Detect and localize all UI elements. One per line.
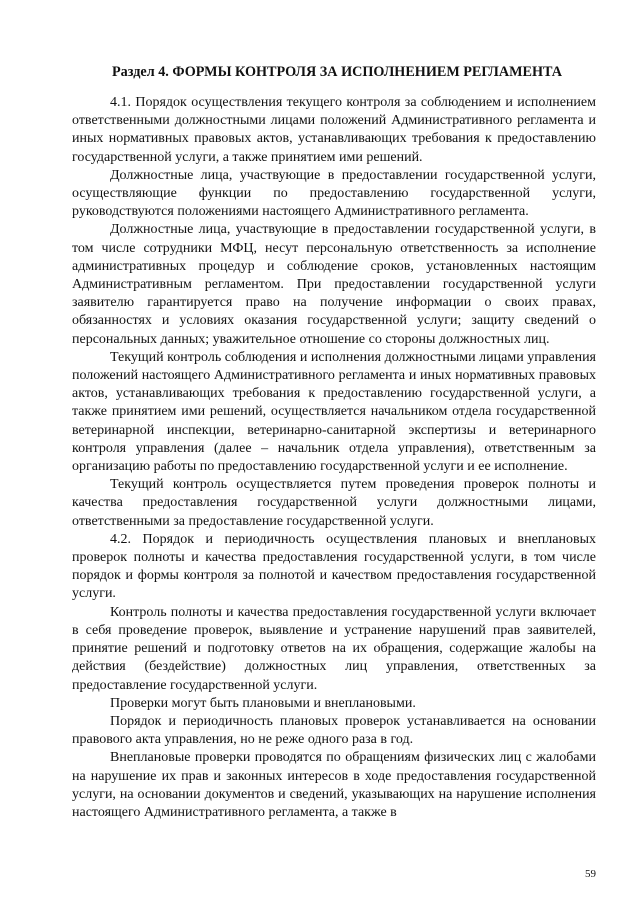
document-body (72, 94, 596, 822)
paragraph-4-2: 4.2. Порядок и периодичность осуществления плановых и внеплановых проверок полноты и качества предоставления государственной услуги, в том числе порядок и формы контроля за полнотой и качеством предоставления государственной услуги. (72, 531, 596, 602)
paragraph-planned-inspections: Порядок и периодичность плановых проверок устанавливается на основании правового акта управления, но не реже одного раза в год. (72, 713, 596, 748)
paragraph-officials-responsibility: Должностные лица, участвующие в предоставлении государственной услуги, в том числе сотрудники МФЦ, несут персональную ответственность за исполнение административных процедур и соблюдение сроков, установленных настоящим Административным регламентом. При предоставлении государственной услуги заявителю гарантируется право на получение информации о своих правах, обязанностях и условиях оказания государственной услуги; защиту сведений о персональных данных; уважительное отношение со стороны должностных лиц. (72, 222, 596, 347)
paragraph-inspection-types: Проверки могут быть плановыми и внеплановыми. (110, 695, 416, 711)
paragraph-officials-guidance: Должностные лица, участвующие в предоставлении государственной услуги, осуществляющие функции по предоставлению государственной услуги, руководствуются положениями настоящего Административного регламента. (72, 167, 596, 220)
page-number: 59 (585, 868, 596, 880)
paragraph-unplanned-inspections: Внеплановые проверки проводятся по обращениям физических лиц с жалобами на нарушение их прав и законных интересов в ходе предоставления государственной услуги, на основании документов и сведений, указывающих на нарушение исполнения настоящего Административного регламента, а также в (72, 750, 596, 820)
paragraph-4-1: 4.1. Порядок осуществления текущего контроля за соблюдением и исполнением ответственными должностными лицами положений Административного регламента и иных нормативных правовых актов, устанавливающих требования к предоставлению государственной услуги, а также принятием ими решений. (72, 95, 596, 165)
paragraph-quality-control: Контроль полноты и качества предоставления государственной услуги включает в себя проведение проверок, выявление и устранение нарушений прав заявителей, принятие решений и подготовку ответов на их обращения, содержащие жалобы на действия (бездействие) должностных лиц управления, ответственных за предоставление государственной услуги. (72, 604, 596, 693)
paragraph-current-control: Текущий контроль соблюдения и исполнения должностными лицами управления положений настоящего Административного регламента и иных нормативных правовых актов, устанавливающих требования к предоставлению государственной услуги, а также принятием ими решений, осуществляется начальником отдела государственной ветеринарной инспекции, ветеринарно-санитарной экспертизы и ветеринарного контроля управления (далее – начальник отдела управления), ответственным за организацию работы по предоставлению государственной услуги и ее исполнение. (72, 349, 596, 475)
section-title: Раздел 4. ФОРМЫ КОНТРОЛЯ ЗА ИСПОЛНЕНИЕМ РЕГЛАМЕНТА (112, 64, 562, 80)
paragraph-control-method: Текущий контроль осуществляется путем проведения проверок полноты и качества предоставления государственной услуги должностными лицами, ответственными за предоставление государственной услуги. (72, 477, 596, 529)
